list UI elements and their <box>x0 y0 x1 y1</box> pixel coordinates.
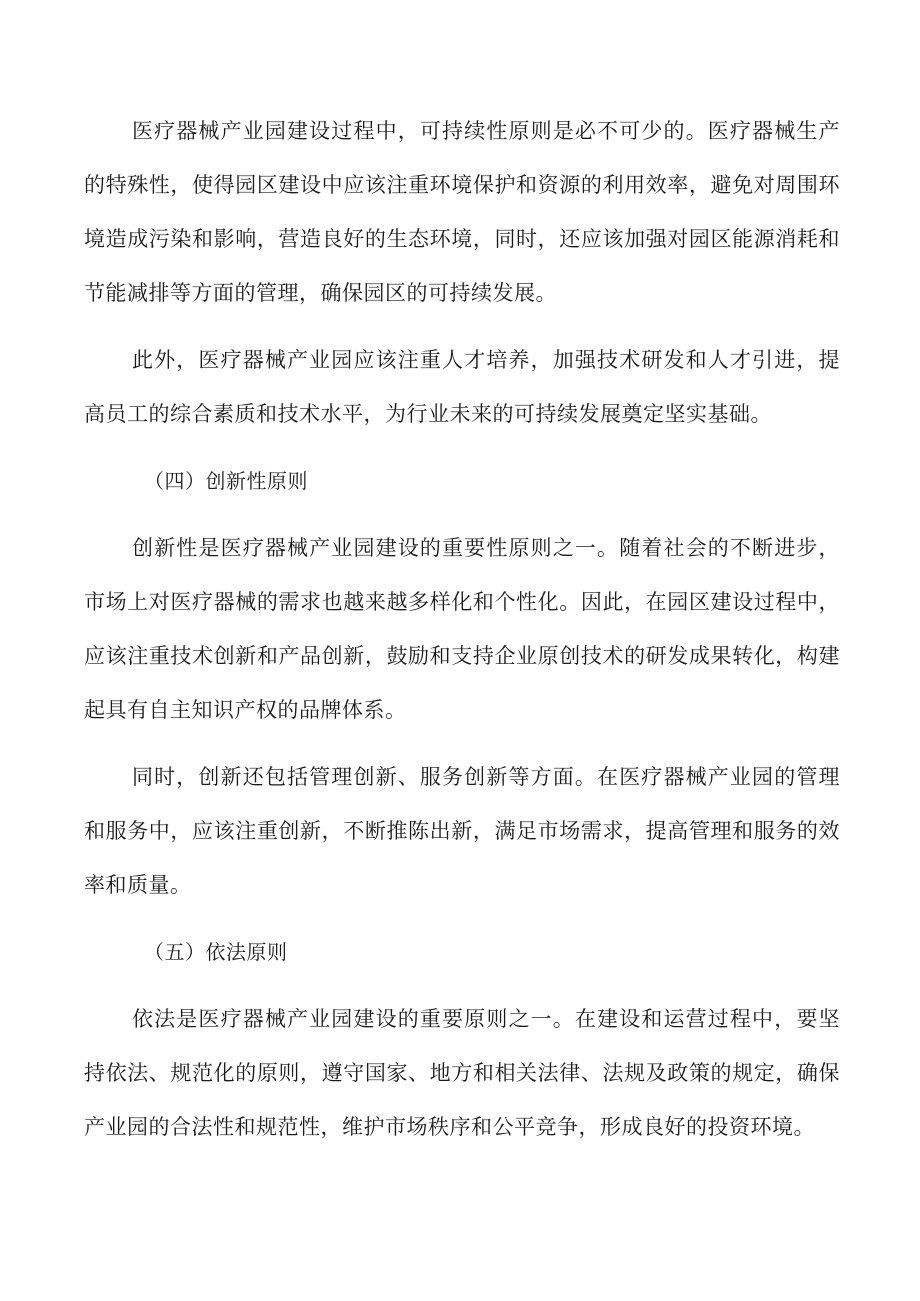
paragraph-sustainability: 医疗器械产业园建设过程中，可持续性原则是必不可少的。医疗器械生产的特殊性，使得园区建设中应该注重环境保护和资源的利用效率，避免对周围环境造成污染和影响，营造良好的生态环境，同时，还应该加强对园区能源消耗和节能减排等方面的管理，确保园区的可持续发展。 <box>84 119 840 305</box>
document-body <box>84 104 840 1167</box>
paragraph-management-innovation: 同时，创新还包括管理创新、服务创新等方面。在医疗器械产业园的管理和服务中，应该注重创新，不断推陈出新，满足市场需求，提高管理和服务的效率和质量。 <box>84 765 840 897</box>
section-heading-innovation: （四）创新性原则 <box>144 469 308 493</box>
paragraph-talent: 此外，医疗器械产业园应该注重人才培养，加强技术研发和人才引进，提高员工的综合素质和技术水平，为行业未来的可持续发展奠定坚实基础。 <box>84 348 840 426</box>
paragraph-legality: 依法是医疗器械产业园建设的重要原则之一。在建设和运营过程中，要坚持依法、规范化的原则，遵守国家、地方和相关法律、法规及政策的规定，确保产业园的合法性和规范性，维护市场秩序和公平竞争，形成良好的投资环境。 <box>84 1007 840 1139</box>
section-heading-legality: （五）依法原则 <box>144 940 288 964</box>
paragraph-innovation: 创新性是医疗器械产业园建设的重要性原则之一。随着社会的不断进步，市场上对医疗器械的需求也越来越多样化和个性化。因此，在园区建设过程中，应该注重技术创新和产品创新，鼓励和支持企业原创技术的研发成果转化，构建起具有自主知识产权的品牌体系。 <box>84 536 840 722</box>
